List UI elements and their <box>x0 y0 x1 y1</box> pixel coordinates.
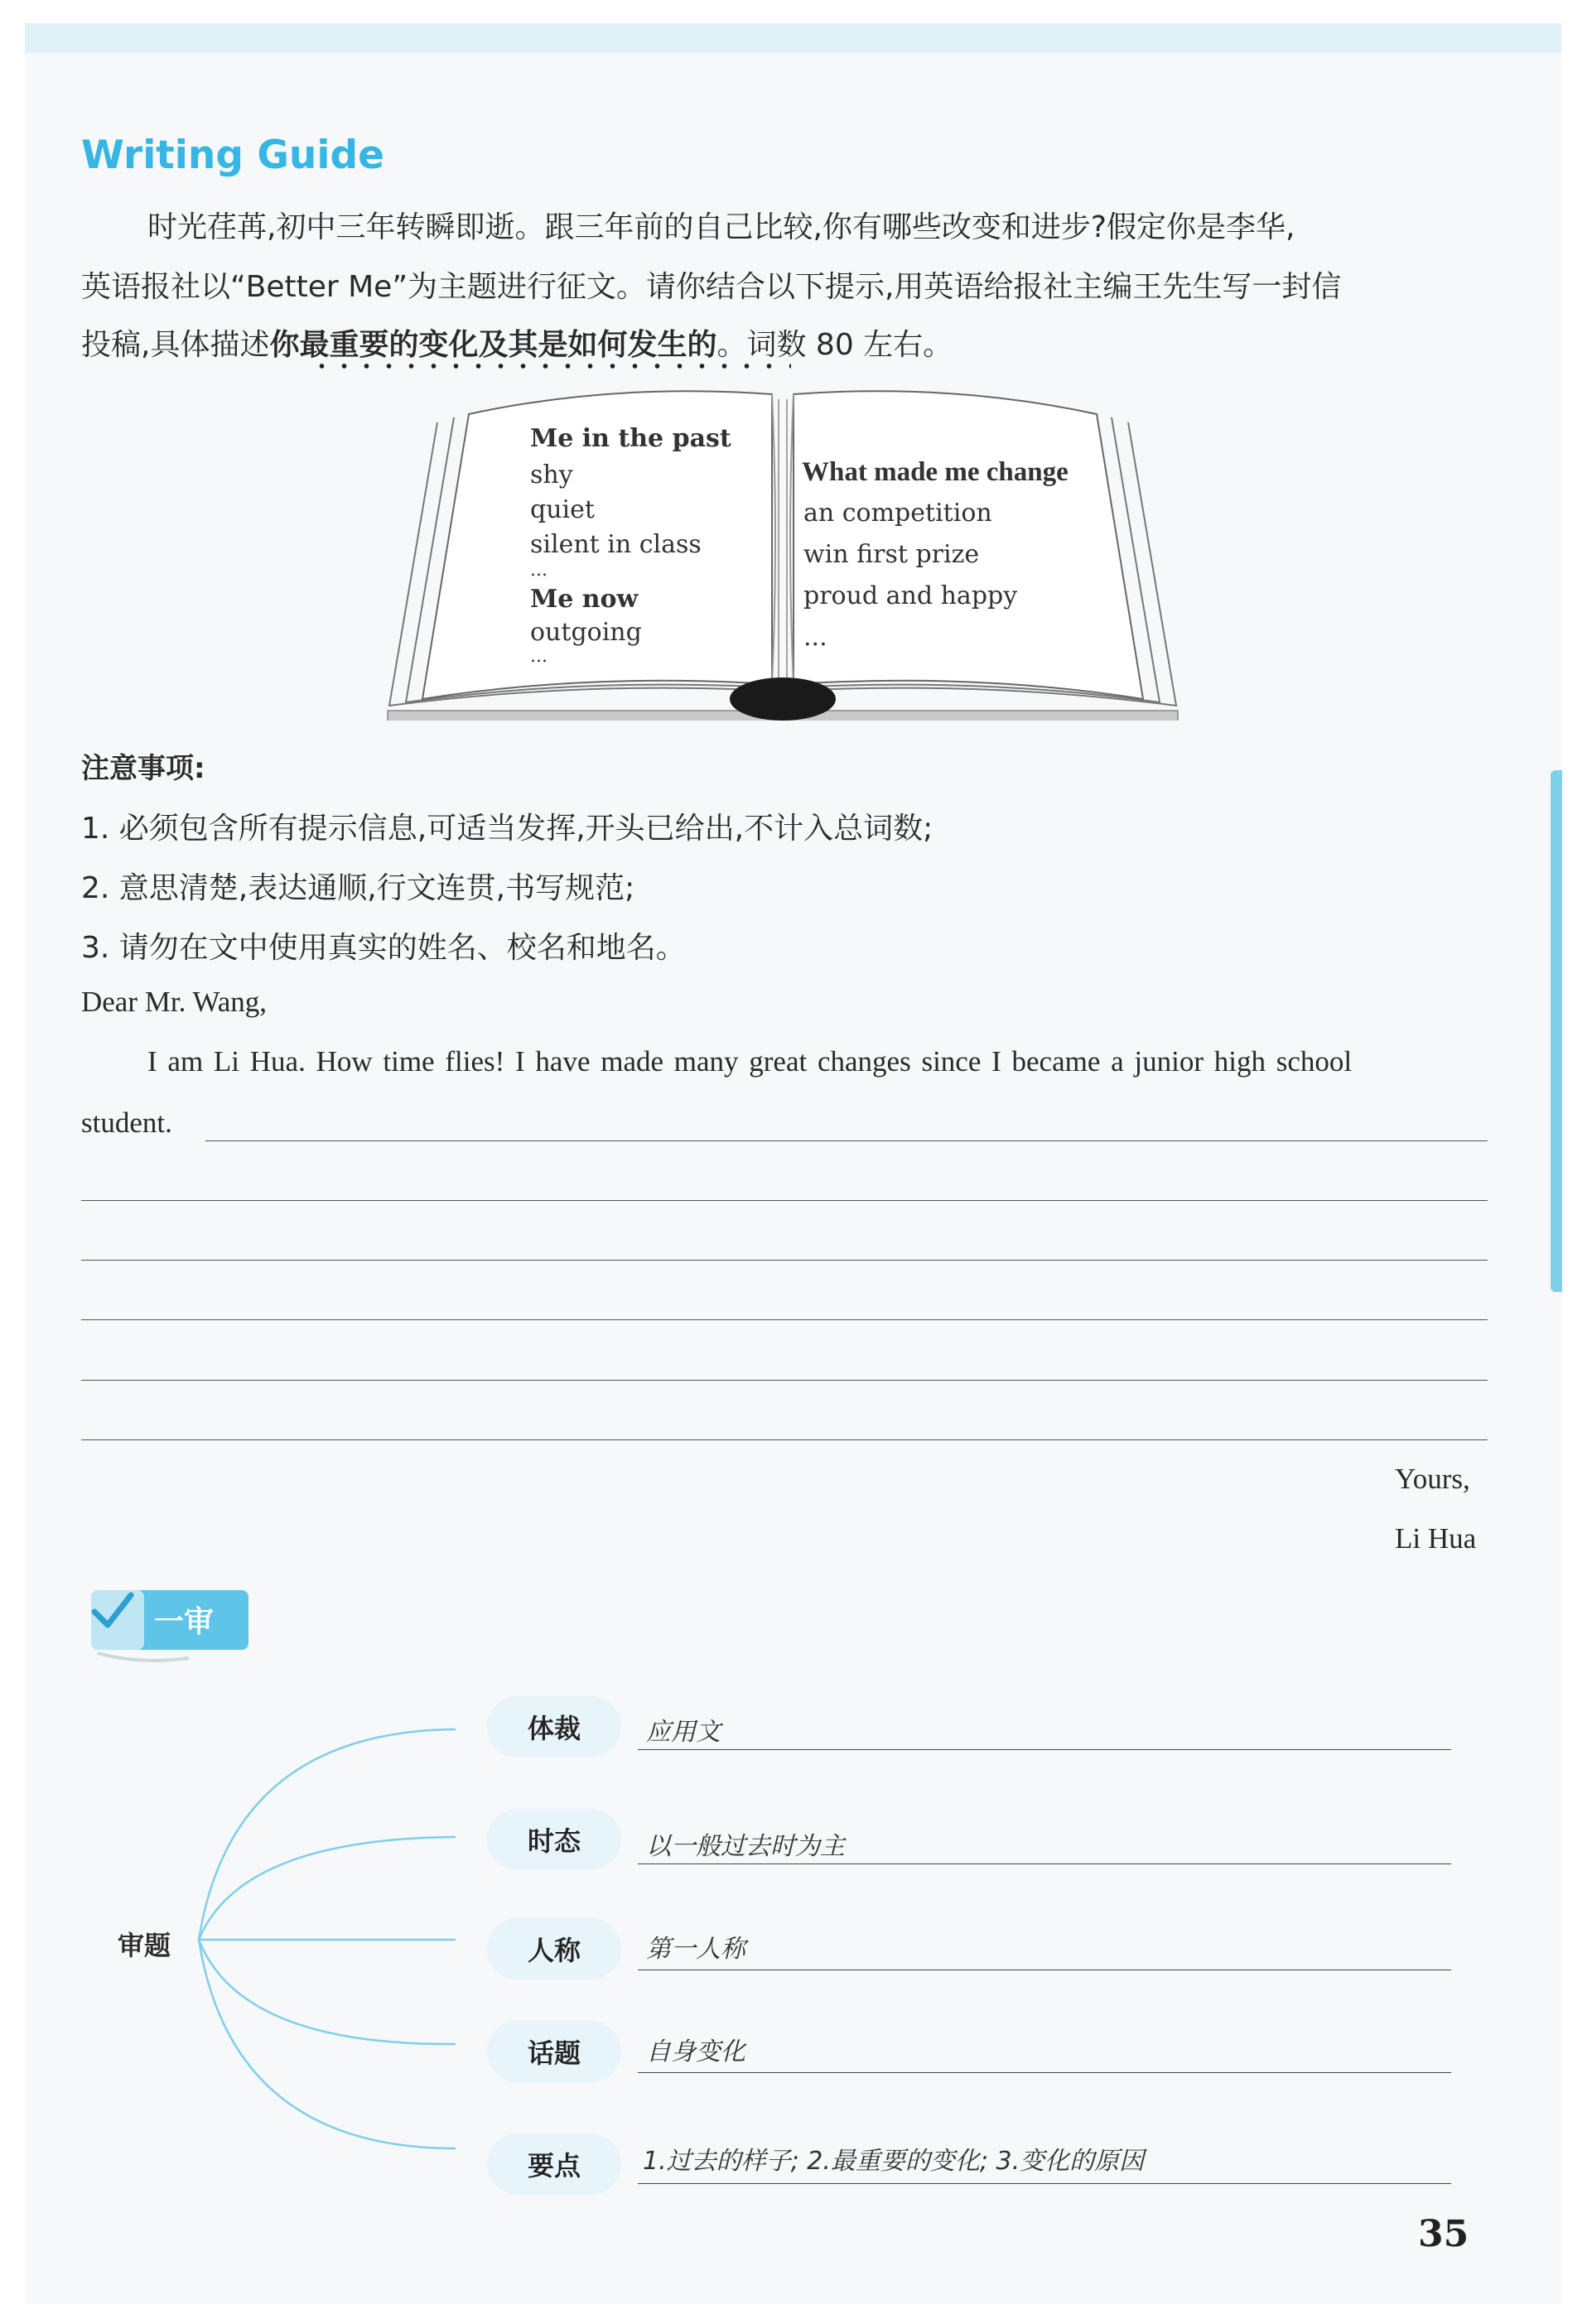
writing-line[interactable] <box>81 1319 1488 1320</box>
prompt-line-1: 时光荏苒,初中三年转瞬即逝。跟三年前的自己比较,你有哪些改变和进步?假定你是李华, <box>147 210 1295 244</box>
answer-line <box>638 2072 1451 2073</box>
prompt-line-3-a: 投稿,具体描述 <box>81 328 270 362</box>
mindmap-node: 话题 <box>487 2021 621 2082</box>
prompt-line-3-b: 。词数 80 左右。 <box>716 328 953 362</box>
section-title: Writing Guide <box>81 133 385 178</box>
notes-item: 3. 请勿在文中使用真实的姓名、校名和地名。 <box>81 931 686 965</box>
mindmap-node: 体裁 <box>487 1696 621 1757</box>
notes-item: 2. 意思清楚,表达通顺,行文连贯,书写规范; <box>81 871 635 905</box>
book-left-heading-2: Me now <box>530 585 639 614</box>
book-left-item: shy <box>530 460 573 489</box>
book-right-item: proud and happy <box>803 581 1018 610</box>
mindmap-node: 时态 <box>487 1809 621 1870</box>
mindmap-value: 第一人称 <box>646 1935 745 1964</box>
top-band <box>25 23 1561 53</box>
letter-salutation: Dear Mr. Wang, <box>81 986 267 1018</box>
step-badge <box>89 1589 252 1653</box>
prompt-line-2: 英语报社以“Better Me”为主题进行征文。请你结合以下提示,用英语给报社主编王先生写一封信 <box>81 270 1342 304</box>
book-left-ellipsis: ... <box>530 646 548 667</box>
answer-line <box>638 2183 1451 2184</box>
book-right-item: an competition <box>803 499 992 528</box>
page-number: 35 <box>1418 2213 1469 2255</box>
book-left-item: outgoing <box>530 618 642 647</box>
letter-opening-end: student. <box>81 1107 172 1139</box>
book-right-item: win first prize <box>803 540 980 569</box>
book-left-ellipsis: ... <box>530 560 548 581</box>
mindmap-node: 人称 <box>487 1918 621 1979</box>
letter-signature: Li Hua <box>1395 1522 1477 1555</box>
side-tab <box>1551 770 1562 1292</box>
book-left-item: silent in class <box>530 530 702 559</box>
book-drawing <box>383 383 1183 721</box>
writing-line[interactable] <box>81 1200 1488 1201</box>
book-left-heading: Me in the past <box>530 424 731 453</box>
writing-line[interactable] <box>205 1140 1488 1141</box>
writing-line[interactable] <box>81 1439 1488 1440</box>
prompt-emphasis: 你最重要的变化及其是如何发生的 <box>269 328 717 362</box>
open-book-illustration <box>383 383 1183 721</box>
mindmap-root: 审题 <box>118 1930 171 1961</box>
mindmap-node: 要点 <box>487 2134 621 2195</box>
letter-opening: I am Li Hua. How time flies! I have made many great changes since I became a junior high school <box>147 1045 1353 1078</box>
writing-line[interactable] <box>81 1380 1488 1381</box>
badge-label: 一审 <box>154 1605 215 1639</box>
mindmap-value: 以一般过去时为主 <box>646 1832 845 1861</box>
writing-line[interactable] <box>81 1260 1488 1261</box>
mindmap-value: 自身变化 <box>646 2037 745 2066</box>
prompt-line-3 <box>81 321 953 364</box>
notes-title: 注意事项: <box>81 752 205 785</box>
letter-closing: Yours, <box>1395 1463 1470 1495</box>
notes-item: 1. 必须包含所有提示信息,可适当发挥,开头已给出,不计入总词数; <box>81 812 933 846</box>
mindmap-value: 应用文 <box>646 1718 721 1747</box>
emphasis-dots <box>311 363 791 369</box>
mindmap-value: 1.过去的样子; 2.最重要的变化; 3.变化的原因 <box>643 2147 1145 2176</box>
book-right-heading: What made me change <box>802 457 1069 487</box>
answer-line <box>638 1749 1451 1750</box>
book-left-item: quiet <box>530 495 595 524</box>
book-right-item: ... <box>803 623 827 652</box>
